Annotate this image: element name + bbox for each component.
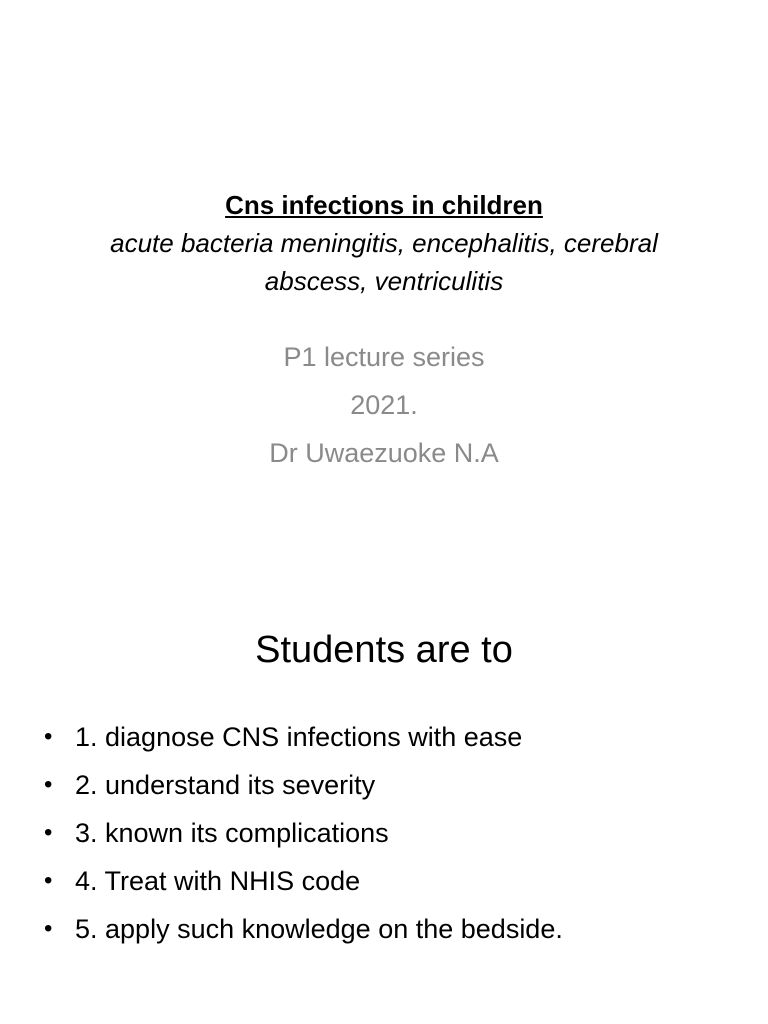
- list-item: [44, 857, 744, 905]
- title-block: [0, 187, 768, 299]
- objectives-title: Students are to: [255, 629, 513, 671]
- list-item-text: 4. Treat with NHIS code: [75, 866, 361, 896]
- author: Dr Uwaezuoke N.A: [269, 438, 499, 468]
- year: 2021.: [350, 390, 418, 420]
- bullet-icon: •: [44, 819, 53, 846]
- lecture-series: P1 lecture series: [283, 342, 485, 372]
- presentation-title: Cns infections in children: [225, 190, 543, 220]
- bullet-icon: •: [44, 723, 53, 750]
- meta-block: [0, 333, 768, 477]
- subtitle-line-2: abscess, ventriculitis: [264, 266, 504, 296]
- list-item-text: 5. apply such knowledge on the bedside.: [75, 914, 563, 944]
- list-item-text: 3. known its complications: [75, 818, 389, 848]
- bullet-icon: •: [44, 771, 53, 798]
- list-item: [44, 761, 744, 809]
- list-item-text: 1. diagnose CNS infections with ease: [75, 722, 523, 752]
- list-item-text: 2. understand its severity: [75, 770, 376, 800]
- bullet-icon: •: [44, 915, 53, 942]
- objectives-list: [44, 713, 744, 953]
- subtitle-line-1: acute bacteria meningitis, encephalitis, cerebral: [110, 228, 658, 258]
- list-item: [44, 713, 744, 761]
- bullet-icon: •: [44, 867, 53, 894]
- list-item: [44, 905, 744, 953]
- list-item: [44, 809, 744, 857]
